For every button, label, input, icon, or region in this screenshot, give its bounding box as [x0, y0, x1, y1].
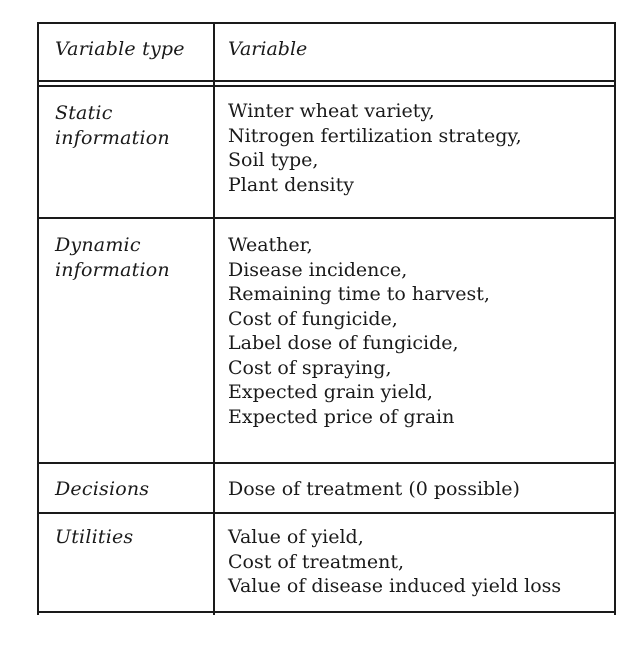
- variable-item: Value of disease induced yield loss: [228, 575, 562, 597]
- row-dynamic-variables: [228, 233, 490, 429]
- variable-item: Dose of treatment (0 possible): [228, 478, 520, 500]
- variable-item: Nitrogen fertilization strategy,: [228, 124, 522, 147]
- variable-item: Cost of spraying,: [228, 356, 392, 379]
- variable-item: Soil type,: [228, 149, 319, 171]
- type-line: Dynamic: [55, 234, 141, 256]
- row-rule-decisions: [39, 512, 614, 514]
- variable-item: Cost of treatment,: [228, 550, 405, 573]
- type-line: Utilities: [55, 526, 134, 548]
- header-rule: [39, 80, 614, 82]
- variable-item: Cost of fungicide,: [228, 307, 398, 330]
- row-rule-static: [39, 217, 614, 219]
- variable-item: Weather,: [228, 234, 313, 256]
- column-divider: [213, 22, 215, 615]
- row-rule-dynamic: [39, 462, 614, 464]
- table-bottom-rule: [39, 611, 614, 613]
- variable-item: Value of yield,: [228, 526, 364, 548]
- variable-item: Disease incidence,: [228, 258, 408, 281]
- row-decisions-type: [55, 477, 149, 502]
- variable-item: Expected grain yield,: [228, 381, 433, 403]
- type-line: Decisions: [55, 478, 150, 500]
- variable-item: Plant density: [228, 173, 354, 196]
- variable-item: Expected price of grain: [228, 405, 455, 428]
- table-top-rule: [39, 22, 614, 24]
- row-decisions-variables: [228, 477, 520, 502]
- variable-item: Label dose of fungicide,: [228, 332, 459, 354]
- variable-item: Remaining time to harvest,: [228, 283, 490, 305]
- type-line: information: [55, 126, 170, 149]
- header-variable-type: Variable type: [55, 38, 185, 60]
- row-utilities-type: [55, 525, 133, 550]
- header-rule-double: [39, 85, 614, 87]
- header-variable: Variable: [228, 38, 308, 60]
- type-line: Static: [55, 102, 113, 124]
- variables-table: [37, 22, 616, 615]
- row-dynamic-type: [55, 233, 170, 282]
- type-line: information: [55, 258, 170, 281]
- row-utilities-variables: [228, 525, 561, 599]
- row-static-type: [55, 101, 170, 150]
- variable-item: Winter wheat variety,: [228, 100, 435, 122]
- row-static-variables: [228, 99, 522, 197]
